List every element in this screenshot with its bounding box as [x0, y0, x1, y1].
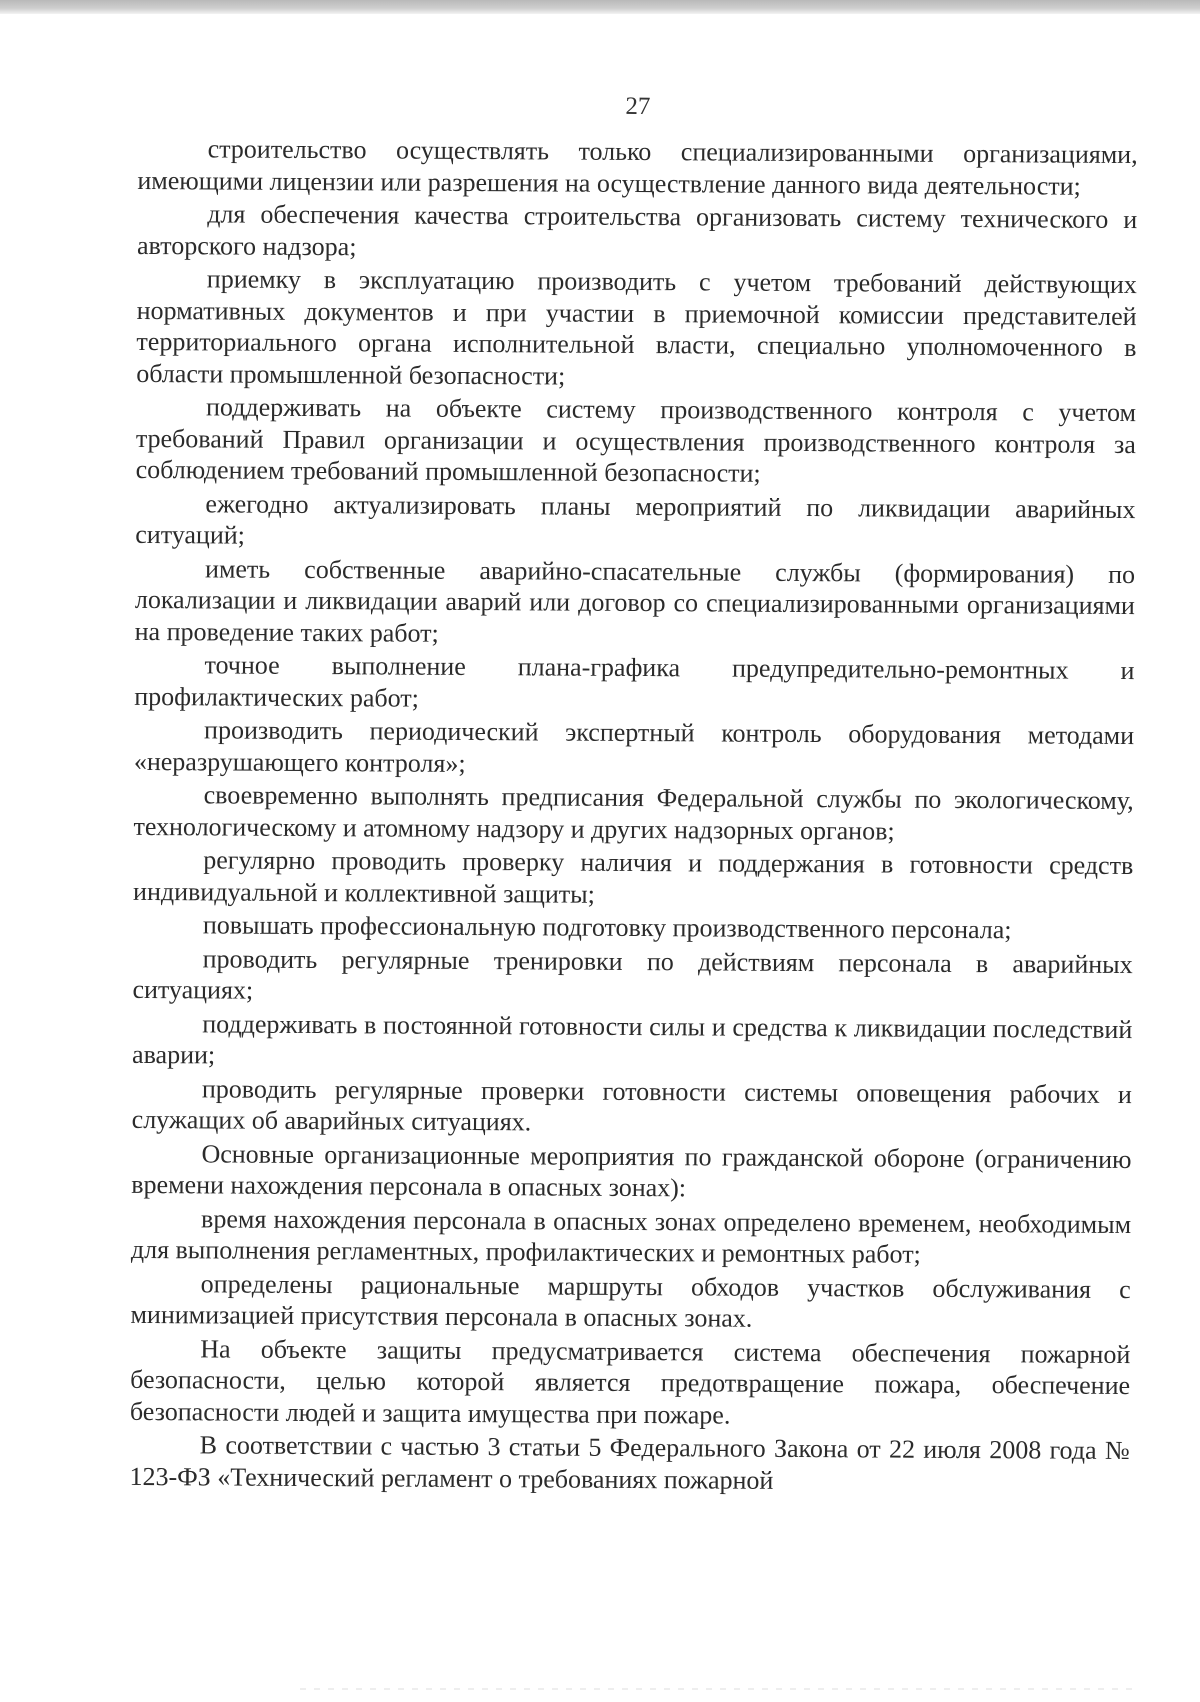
paragraph: поддерживать в постоянной готовности силы и средства к ликвидации последствий аварии;: [132, 1008, 1133, 1070]
document-page: [129, 89, 1138, 1498]
scan-top-edge: [0, 0, 1200, 14]
paragraph: строительство осуществлять только специализированными организациями, имеющими лицензии или разрешения на осуществление данного вида деятельности;: [137, 134, 1138, 201]
paragraph: иметь собственные аварийно-спасательные службы (формирования) по локализации и ликвидации аварий или договор со специализированными организациями на проведение таких работ;: [134, 553, 1136, 648]
paragraph: точное выполнение плана-графика предупредительно-ремонтных и профилактических работ;: [134, 650, 1135, 713]
paragraph: проводить регулярные проверки готовности системы оповещения рабочих и служащих об аварийных ситуациях.: [131, 1073, 1132, 1137]
page-number: 27: [625, 92, 651, 121]
scan-bottom-noise: [300, 1688, 1140, 1690]
paragraph: проводить регулярные тренировки по действиям персонала в аварийных ситуациях;: [132, 943, 1133, 1005]
paragraph: поддерживать на объекте систему производственного контроля с учетом требований Правил организации и осуществления производственного контроля за соблюдением требований промышленной безопасности;: [135, 392, 1137, 488]
paragraph: производить периодический экспертный контроль оборудования методами «неразрушающего контроля»;: [133, 715, 1135, 778]
paragraph: своевременно выполнять предписания Федеральной службы по экологическому, технологическому и атомному надзору и других надзорных органов;: [133, 780, 1134, 846]
paragraph: определены рациональные маршруты обходов участков обслуживания с минимизацией присутствия персонала в опасных зонах.: [130, 1268, 1131, 1333]
paragraph: регулярно проводить проверку наличия и поддержания в готовности средств индивидуальной и коллективной защиты;: [133, 845, 1134, 909]
paragraph: для обеспечения качества строительства организовать систему технического и авторского надзора;: [136, 199, 1138, 261]
paragraph: приемку в эксплуатацию производить с учетом требований действующих нормативных документов и при участии в приемочной комиссии представителей территориального органа исполнительной власти, специально уполномоченного в области промышленной безопасности;: [136, 264, 1137, 391]
paragraph: повышать профессиональную подготовку производственного персонала;: [202, 910, 1012, 945]
paragraph: На объекте защиты предусматривается система обеспечения пожарной безопасности, целью которой является предотвращение пожара, обеспечение безопасности людей и защита имущества при пожаре.: [129, 1333, 1131, 1430]
paragraph: Основные организационные мероприятия по гражданской обороне (ограничению времени нахождения персонала в опасных зонах):: [131, 1138, 1132, 1203]
paragraph: ежегодно актуализировать планы мероприятий по ликвидации аварийных ситуаций;: [135, 488, 1136, 550]
paragraph: время нахождения персонала в опасных зонах определено временем, необходимым для выполнения регламентных, профилактических и ремонтных работ;: [130, 1203, 1132, 1269]
paragraph: В соответствии с частью 3 статьи 5 Федерального Закона от 22 июля 2008 года № 123-ФЗ «Технический регламент о требованиях пожарной: [129, 1430, 1130, 1495]
